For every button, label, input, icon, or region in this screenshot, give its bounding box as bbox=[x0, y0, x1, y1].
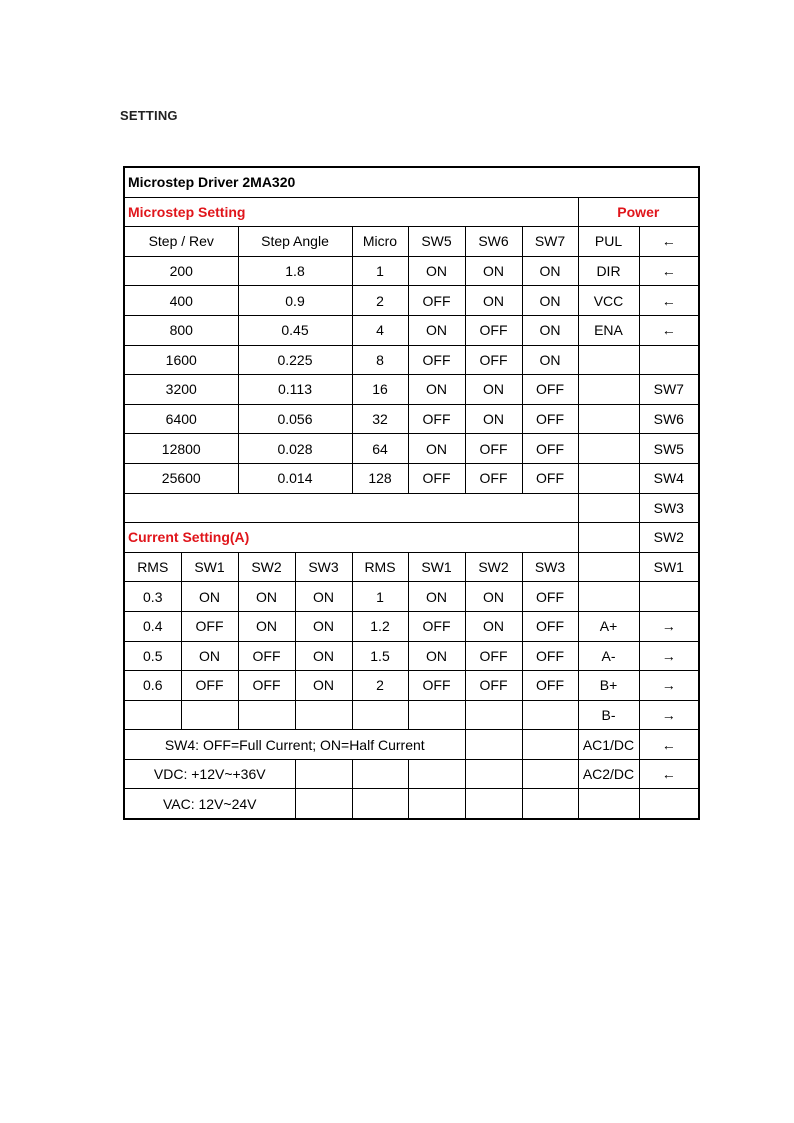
sw7-cell: ON bbox=[522, 345, 578, 375]
step-angle-cell: 1.8 bbox=[238, 256, 352, 286]
sw3-cell: OFF bbox=[522, 671, 578, 701]
sw2-cell: ON bbox=[238, 582, 295, 612]
sw1-cell: ON bbox=[181, 582, 238, 612]
terminal-pul: PUL bbox=[578, 227, 639, 257]
terminal-sw2: SW2 bbox=[639, 523, 699, 553]
sw5-cell: OFF bbox=[408, 463, 465, 493]
sw3-cell: OFF bbox=[522, 582, 578, 612]
empty-cell bbox=[295, 759, 352, 789]
sw2-cell: OFF bbox=[465, 641, 522, 671]
sw4-note: SW4: OFF=Full Current; ON=Half Current bbox=[124, 730, 465, 760]
step-angle-cell: 0.014 bbox=[238, 463, 352, 493]
terminal-sw7: SW7 bbox=[639, 375, 699, 405]
sw1-cell: ON bbox=[181, 641, 238, 671]
empty-cell bbox=[181, 700, 238, 730]
current-section-row bbox=[124, 523, 699, 553]
header-sw7: SW7 bbox=[522, 227, 578, 257]
header-rms: RMS bbox=[352, 552, 408, 582]
terminal-dir: DIR bbox=[578, 256, 639, 286]
sw3-cell: ON bbox=[295, 671, 352, 701]
page-heading: SETTING bbox=[120, 108, 178, 123]
step-angle-cell: 0.225 bbox=[238, 345, 352, 375]
step-rev-cell: 25600 bbox=[124, 463, 238, 493]
header-micro: Micro bbox=[352, 227, 408, 257]
rms-cell: 0.4 bbox=[124, 611, 181, 641]
header-sw3: SW3 bbox=[522, 552, 578, 582]
sw7-cell: OFF bbox=[522, 375, 578, 405]
sw7-cell: ON bbox=[522, 256, 578, 286]
sw3-cell: ON bbox=[295, 582, 352, 612]
table-row bbox=[124, 730, 699, 760]
rms-cell: 0.5 bbox=[124, 641, 181, 671]
step-rev-cell: 1600 bbox=[124, 345, 238, 375]
empty-cell bbox=[578, 345, 639, 375]
sw1-cell: OFF bbox=[408, 611, 465, 641]
table-row bbox=[124, 789, 699, 819]
vac-note: VAC: 12V~24V bbox=[124, 789, 295, 819]
sw1-cell: OFF bbox=[408, 671, 465, 701]
step-rev-cell: 6400 bbox=[124, 404, 238, 434]
arrow-left-icon: ← bbox=[639, 730, 699, 760]
empty-cell bbox=[238, 700, 295, 730]
sw6-cell: ON bbox=[465, 404, 522, 434]
sw3-cell: OFF bbox=[522, 611, 578, 641]
sw6-cell: ON bbox=[465, 256, 522, 286]
arrow-left-icon: ← bbox=[639, 759, 699, 789]
sw2-cell: OFF bbox=[238, 671, 295, 701]
step-angle-cell: 0.9 bbox=[238, 286, 352, 316]
empty-cell bbox=[352, 789, 408, 819]
table-row bbox=[124, 375, 699, 405]
table-row bbox=[124, 256, 699, 286]
sw6-cell: OFF bbox=[465, 434, 522, 464]
sw7-cell: OFF bbox=[522, 463, 578, 493]
empty-cell bbox=[465, 789, 522, 819]
header-sw1: SW1 bbox=[408, 552, 465, 582]
step-angle-cell: 0.056 bbox=[238, 404, 352, 434]
arrow-left-icon: ← bbox=[639, 227, 699, 257]
sw1-cell: OFF bbox=[181, 671, 238, 701]
table-row bbox=[124, 404, 699, 434]
sw5-cell: ON bbox=[408, 434, 465, 464]
sw6-cell: OFF bbox=[465, 315, 522, 345]
arrow-right-icon: → bbox=[639, 700, 699, 730]
empty-cell bbox=[578, 493, 639, 523]
header-sw5: SW5 bbox=[408, 227, 465, 257]
empty-cell bbox=[124, 700, 181, 730]
current-header-row bbox=[124, 552, 699, 582]
terminal-sw5: SW5 bbox=[639, 434, 699, 464]
step-angle-cell: 0.45 bbox=[238, 315, 352, 345]
rms-cell: 1.2 bbox=[352, 611, 408, 641]
empty-cell bbox=[578, 375, 639, 405]
empty-cell bbox=[639, 345, 699, 375]
power-label: Power bbox=[578, 197, 699, 227]
sw2-cell: OFF bbox=[238, 641, 295, 671]
table-row bbox=[124, 463, 699, 493]
vdc-note: VDC: +12V~+36V bbox=[124, 759, 295, 789]
terminal-a-plus: A+ bbox=[578, 611, 639, 641]
sw5-cell: OFF bbox=[408, 345, 465, 375]
terminal-ac2: AC2/DC bbox=[578, 759, 639, 789]
arrow-left-icon: ← bbox=[639, 315, 699, 345]
empty-cell bbox=[639, 789, 699, 819]
rms-cell: 2 bbox=[352, 671, 408, 701]
micro-cell: 32 bbox=[352, 404, 408, 434]
sw5-cell: OFF bbox=[408, 404, 465, 434]
sw2-cell: ON bbox=[465, 611, 522, 641]
empty-cell bbox=[578, 582, 639, 612]
empty-cell bbox=[408, 700, 465, 730]
step-angle-cell: 0.113 bbox=[238, 375, 352, 405]
empty-cell bbox=[522, 730, 578, 760]
table-row bbox=[124, 345, 699, 375]
step-rev-cell: 400 bbox=[124, 286, 238, 316]
step-angle-cell: 0.028 bbox=[238, 434, 352, 464]
header-step-rev: Step / Rev bbox=[124, 227, 238, 257]
arrow-right-icon: → bbox=[639, 641, 699, 671]
empty-cell bbox=[578, 463, 639, 493]
sw6-cell: OFF bbox=[465, 463, 522, 493]
sw5-cell: OFF bbox=[408, 286, 465, 316]
sw5-cell: ON bbox=[408, 375, 465, 405]
header-step-angle: Step Angle bbox=[238, 227, 352, 257]
empty-cell bbox=[578, 523, 639, 553]
empty-cell bbox=[408, 759, 465, 789]
sw2-cell: ON bbox=[238, 611, 295, 641]
spacer-row bbox=[124, 493, 699, 523]
empty-cell bbox=[465, 730, 522, 760]
terminal-sw1: SW1 bbox=[639, 552, 699, 582]
empty-cell bbox=[578, 789, 639, 819]
micro-cell: 8 bbox=[352, 345, 408, 375]
empty-cell bbox=[578, 434, 639, 464]
terminal-ac1: AC1/DC bbox=[578, 730, 639, 760]
terminal-a-minus: A- bbox=[578, 641, 639, 671]
empty-cell bbox=[522, 759, 578, 789]
terminal-b-plus: B+ bbox=[578, 671, 639, 701]
header-sw3: SW3 bbox=[295, 552, 352, 582]
header-sw2: SW2 bbox=[238, 552, 295, 582]
driver-title: Microstep Driver 2MA320 bbox=[124, 167, 699, 197]
sw2-cell: ON bbox=[465, 582, 522, 612]
micro-cell: 2 bbox=[352, 286, 408, 316]
sw6-cell: OFF bbox=[465, 345, 522, 375]
header-sw6: SW6 bbox=[465, 227, 522, 257]
step-rev-cell: 3200 bbox=[124, 375, 238, 405]
empty-cell bbox=[408, 789, 465, 819]
header-rms: RMS bbox=[124, 552, 181, 582]
sw7-cell: ON bbox=[522, 286, 578, 316]
header-sw2: SW2 bbox=[465, 552, 522, 582]
terminal-sw6: SW6 bbox=[639, 404, 699, 434]
terminal-vcc: VCC bbox=[578, 286, 639, 316]
settings-table bbox=[123, 166, 700, 820]
empty-cell bbox=[639, 582, 699, 612]
rms-cell: 0.3 bbox=[124, 582, 181, 612]
micro-cell: 4 bbox=[352, 315, 408, 345]
arrow-left-icon: ← bbox=[639, 286, 699, 316]
sw1-cell: OFF bbox=[181, 611, 238, 641]
sw5-cell: ON bbox=[408, 315, 465, 345]
empty-cell bbox=[578, 552, 639, 582]
current-setting-label: Current Setting(A) bbox=[124, 523, 578, 553]
table-row bbox=[124, 759, 699, 789]
empty-cell bbox=[522, 700, 578, 730]
table-row bbox=[124, 700, 699, 730]
micro-cell: 64 bbox=[352, 434, 408, 464]
table-row bbox=[124, 434, 699, 464]
step-rev-cell: 200 bbox=[124, 256, 238, 286]
sw3-cell: ON bbox=[295, 611, 352, 641]
empty-cell bbox=[578, 404, 639, 434]
table-row bbox=[124, 582, 699, 612]
empty-cell bbox=[522, 789, 578, 819]
empty-cell bbox=[352, 700, 408, 730]
sw1-cell: ON bbox=[408, 641, 465, 671]
sw3-cell: ON bbox=[295, 641, 352, 671]
arrow-right-icon: → bbox=[639, 611, 699, 641]
title-row bbox=[124, 167, 699, 197]
empty-cell bbox=[124, 493, 578, 523]
header-sw1: SW1 bbox=[181, 552, 238, 582]
sw7-cell: OFF bbox=[522, 434, 578, 464]
sw2-cell: OFF bbox=[465, 671, 522, 701]
empty-cell bbox=[465, 700, 522, 730]
sw1-cell: ON bbox=[408, 582, 465, 612]
section-row bbox=[124, 197, 699, 227]
table-row bbox=[124, 315, 699, 345]
rms-cell: 0.6 bbox=[124, 671, 181, 701]
rms-cell: 1 bbox=[352, 582, 408, 612]
sw7-cell: OFF bbox=[522, 404, 578, 434]
sw6-cell: ON bbox=[465, 286, 522, 316]
rms-cell: 1.5 bbox=[352, 641, 408, 671]
table-row bbox=[124, 286, 699, 316]
sw5-cell: ON bbox=[408, 256, 465, 286]
terminal-ena: ENA bbox=[578, 315, 639, 345]
terminal-sw4: SW4 bbox=[639, 463, 699, 493]
empty-cell bbox=[295, 700, 352, 730]
sw7-cell: ON bbox=[522, 315, 578, 345]
micro-cell: 16 bbox=[352, 375, 408, 405]
step-header-row bbox=[124, 227, 699, 257]
empty-cell bbox=[465, 759, 522, 789]
table-row bbox=[124, 641, 699, 671]
empty-cell bbox=[352, 759, 408, 789]
sw6-cell: ON bbox=[465, 375, 522, 405]
empty-cell bbox=[295, 789, 352, 819]
sw3-cell: OFF bbox=[522, 641, 578, 671]
step-rev-cell: 12800 bbox=[124, 434, 238, 464]
microstep-setting-label: Microstep Setting bbox=[124, 197, 578, 227]
step-rev-cell: 800 bbox=[124, 315, 238, 345]
terminal-sw3: SW3 bbox=[639, 493, 699, 523]
arrow-right-icon: → bbox=[639, 671, 699, 701]
micro-cell: 1 bbox=[352, 256, 408, 286]
table-row bbox=[124, 611, 699, 641]
arrow-left-icon: ← bbox=[639, 256, 699, 286]
terminal-b-minus: B- bbox=[578, 700, 639, 730]
micro-cell: 128 bbox=[352, 463, 408, 493]
table-row bbox=[124, 671, 699, 701]
